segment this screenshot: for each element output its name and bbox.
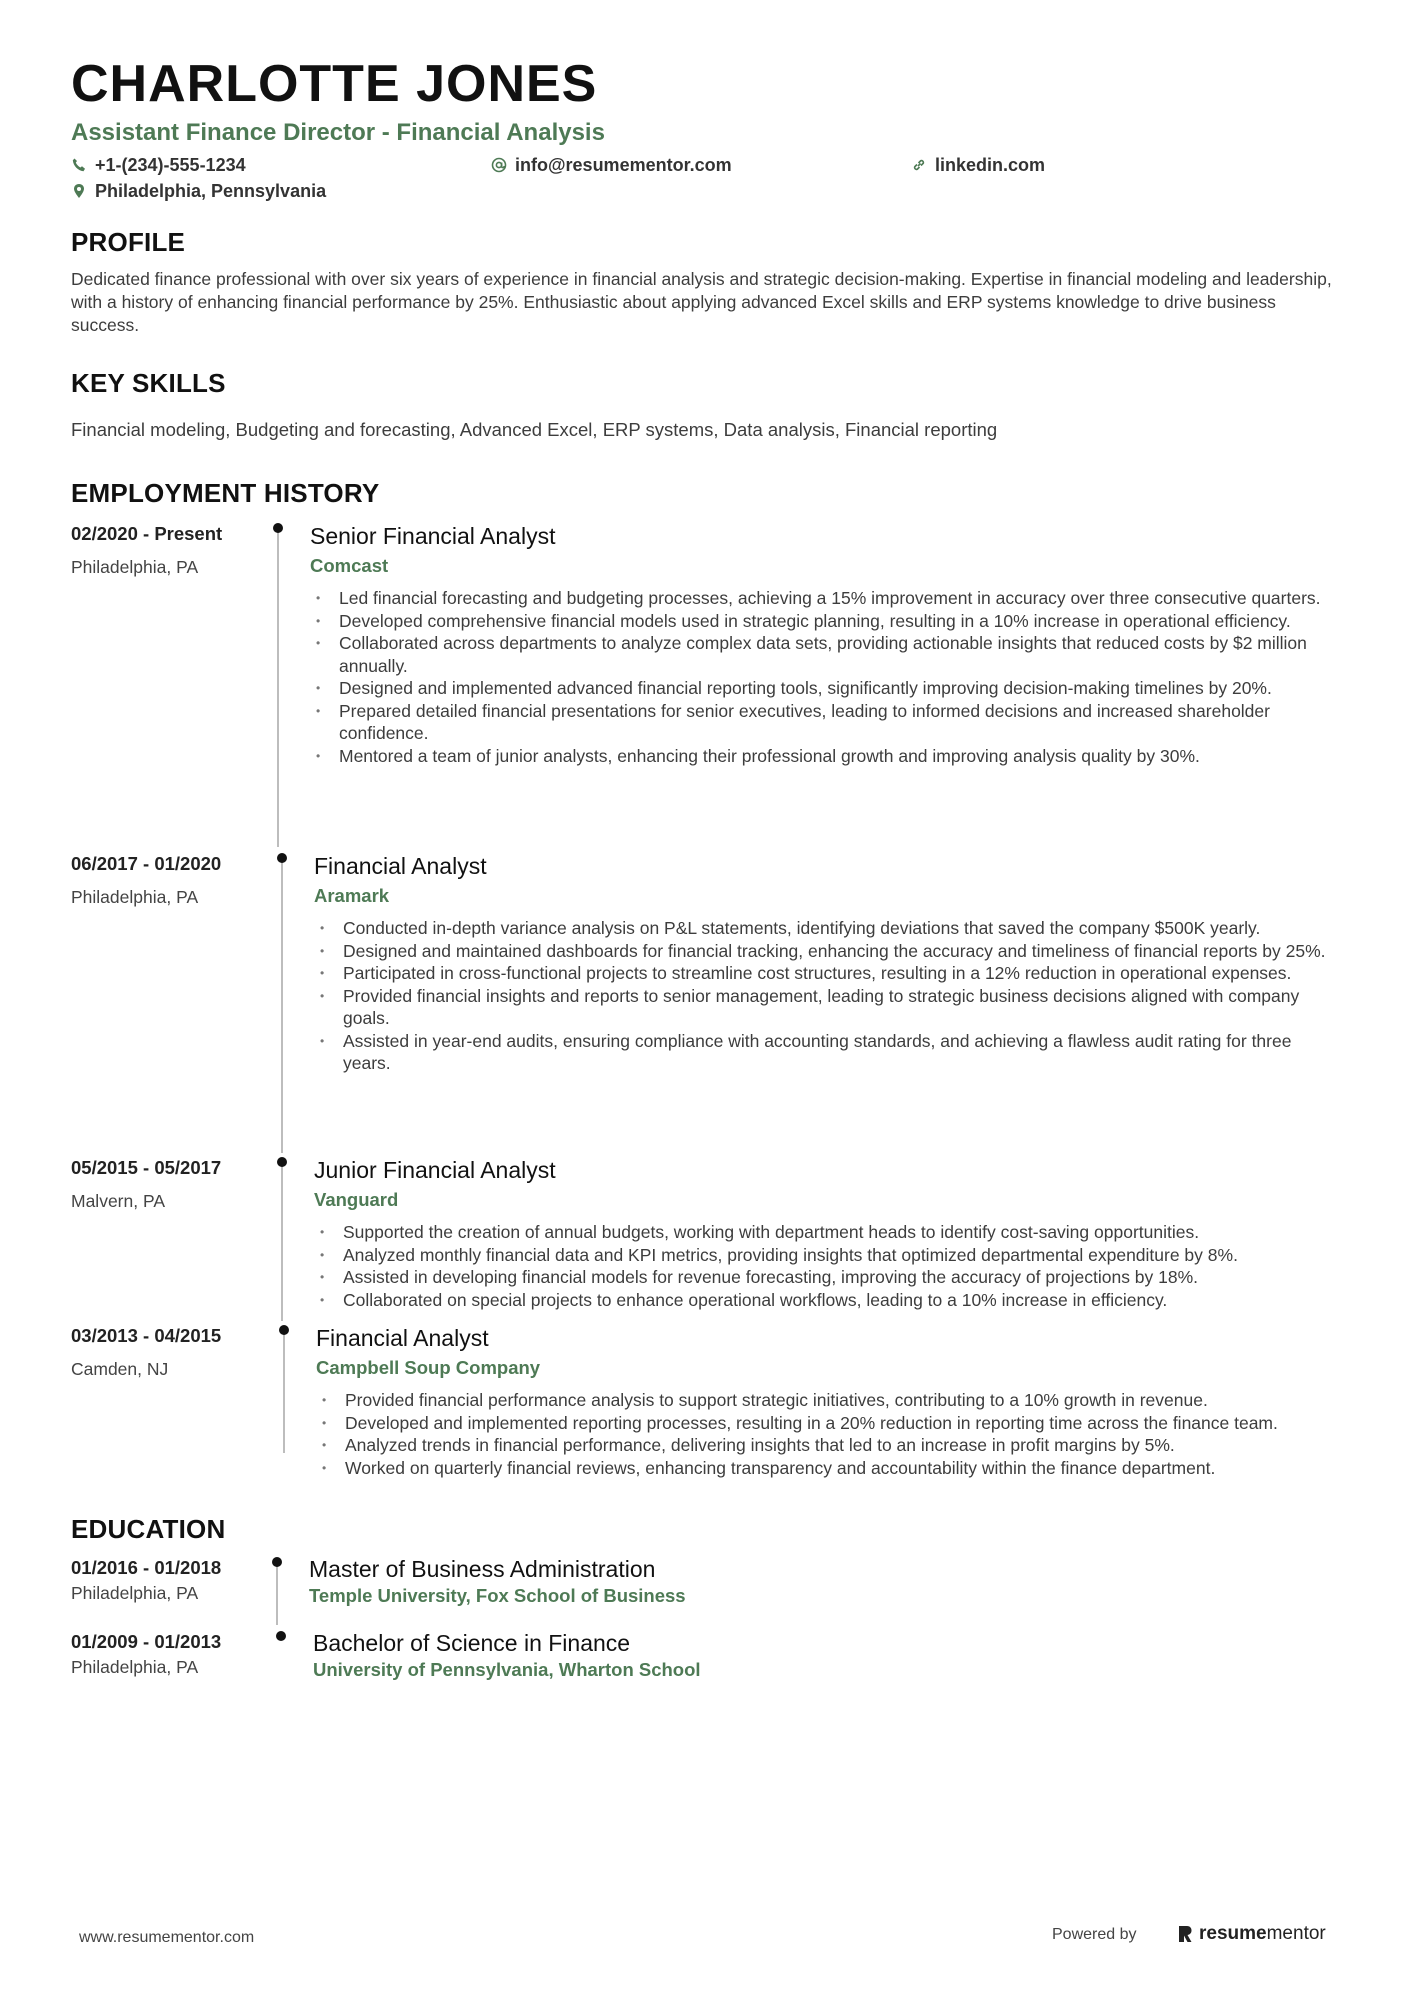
job-bullets — [316, 1389, 1340, 1479]
timeline-dot — [272, 1557, 282, 1567]
email-contact — [491, 155, 911, 176]
skills-heading: KEY SKILLS — [71, 368, 226, 398]
timeline-dot — [273, 523, 283, 533]
job-entry — [71, 1323, 1340, 1513]
profile-heading: PROFILE — [71, 227, 186, 257]
employment-section — [71, 477, 1340, 1513]
profile-text: Dedicated finance professional with over six years of experience in financial analysis and strategic decision-making. Expertise in financial modeling and leadership, with a history of enhancing financial performance by 25%. Enthusiastic about applying advanced Excel skills and ERP systems knowledge to drive business success. — [71, 269, 1332, 335]
list-item: • Supported the creation of annual budgets, working with department heads to identify cost-saving opportunities. — [314, 1221, 1340, 1244]
map-pin-icon — [71, 183, 87, 199]
education-date: 01/2016 - 01/2018 — [71, 1557, 222, 1578]
list-item: • Collaborated across departments to analyze complex data sets, providing actionable insights that reduced costs by $2 million annually. — [310, 632, 1340, 677]
linkedin-text[interactable]: linkedin.com — [935, 154, 1046, 175]
education-location: Philadelphia, PA — [71, 1583, 199, 1603]
list-item: • Assisted in year-end audits, ensuring compliance with accounting standards, and achieving a flawless audit rating for three years. — [314, 1030, 1340, 1075]
education-entry — [71, 1629, 1340, 1703]
job-location: Malvern, PA — [71, 1191, 166, 1211]
phone-contact — [71, 155, 491, 176]
job-date: 05/2015 - 05/2017 — [71, 1157, 222, 1178]
list-item: • Conducted in-depth variance analysis on P&L statements, identifying deviations that saved the company $500K yearly. — [314, 917, 1340, 940]
job-company: Vanguard — [314, 1189, 399, 1210]
phone-icon — [71, 157, 87, 173]
contact-row — [71, 152, 1340, 178]
timeline-line — [281, 1165, 283, 1321]
location-contact — [71, 181, 326, 202]
job-bullets — [314, 917, 1340, 1075]
phone-text[interactable]: +1-(234)-555-1234 — [95, 154, 246, 175]
job-location: Philadelphia, PA — [71, 557, 199, 577]
job-company: Comcast — [310, 555, 389, 576]
brand-name-light: mentor — [1266, 1923, 1326, 1944]
job-role: Senior Financial Analyst — [310, 523, 556, 549]
education-details — [281, 1555, 1340, 1629]
candidate-name: CHARLOTTE JONES — [71, 55, 598, 113]
job-details — [281, 851, 1340, 1155]
linkedin-contact — [911, 155, 1045, 176]
brand-logo[interactable] — [1177, 1923, 1326, 1945]
list-item: • Provided financial performance analysis to support strategic initiatives, contributing to a 10% growth in revenue. — [316, 1389, 1340, 1412]
education-date: 01/2009 - 01/2013 — [71, 1631, 222, 1652]
list-item: • Mentored a team of junior analysts, enhancing their professional growth and improving analysis quality by 30%. — [310, 745, 1340, 768]
job-date: 02/2020 - Present — [71, 523, 223, 544]
list-item: • Developed and implemented reporting processes, resulting in a 20% reduction in reporting time across the finance team. — [316, 1412, 1340, 1435]
job-meta — [71, 1155, 281, 1323]
timeline-line — [281, 861, 283, 1153]
timeline-dot — [277, 853, 287, 863]
education-section — [71, 1513, 1340, 1703]
job-meta — [71, 1323, 281, 1513]
job-details — [281, 1155, 1340, 1323]
job-date: 06/2017 - 01/2020 — [71, 853, 222, 874]
skills-section — [71, 367, 1340, 441]
job-role: Junior Financial Analyst — [314, 1157, 556, 1183]
education-location: Philadelphia, PA — [71, 1657, 199, 1677]
education-degree: Master of Business Administration — [309, 1556, 656, 1582]
education-meta — [71, 1555, 281, 1629]
list-item: • Analyzed monthly financial data and KPI metrics, providing insights that optimized departmental expenditure by 8%. — [314, 1244, 1340, 1267]
location-row — [71, 178, 1340, 204]
powered-by-text: Powered by — [1052, 1926, 1137, 1943]
list-item: • Developed comprehensive financial models used in strategic planning, resulting in a 10% increase in operational efficiency. — [310, 610, 1340, 633]
list-item: • Analyzed trends in financial performance, delivering insights that led to an increase in profit margins by 5%. — [316, 1434, 1340, 1457]
job-bullets — [310, 587, 1340, 767]
education-school: University of Pennsylvania, Wharton School — [313, 1659, 701, 1680]
job-title: Assistant Finance Director - Financial Analysis — [71, 119, 605, 146]
footer-website[interactable]: www.resumementor.com — [79, 1929, 255, 1946]
location-text: Philadelphia, Pennsylvania — [95, 180, 327, 201]
job-entry — [71, 521, 1340, 851]
education-entry — [71, 1555, 1340, 1629]
employment-heading: EMPLOYMENT HISTORY — [71, 478, 380, 508]
timeline-line — [276, 1565, 278, 1625]
email-text[interactable]: info@resumementor.com — [515, 154, 732, 175]
job-bullets — [314, 1221, 1340, 1311]
job-role: Financial Analyst — [314, 853, 487, 879]
timeline-line — [283, 1333, 285, 1453]
list-item: • Designed and implemented advanced financial reporting tools, significantly improving decision-making timelines by 20%. — [310, 677, 1340, 700]
skills-text: Financial modeling, Budgeting and forecasting, Advanced Excel, ERP systems, Data analysis, Financial reporting — [71, 419, 998, 440]
job-location: Philadelphia, PA — [71, 887, 199, 907]
education-details — [281, 1629, 1340, 1703]
brand-name-bold: resume — [1199, 1923, 1267, 1944]
brand-mark-icon — [1177, 1925, 1193, 1943]
timeline-dot — [277, 1157, 287, 1167]
at-icon — [491, 157, 507, 173]
timeline-line — [277, 531, 279, 847]
job-entry — [71, 851, 1340, 1155]
list-item: • Worked on quarterly financial reviews, enhancing transparency and accountability within the finance department. — [316, 1457, 1340, 1480]
job-entry — [71, 1155, 1340, 1323]
list-item: • Assisted in developing financial models for revenue forecasting, improving the accuracy of projections by 18%. — [314, 1266, 1340, 1289]
list-item: • Designed and maintained dashboards for financial tracking, enhancing the accuracy and timeliness of financial reports by 25%. — [314, 940, 1340, 963]
job-company: Campbell Soup Company — [316, 1357, 541, 1378]
timeline-dot — [279, 1325, 289, 1335]
list-item: • Led financial forecasting and budgeting processes, achieving a 15% improvement in accuracy over three consecutive quarters. — [310, 587, 1340, 610]
job-meta — [71, 851, 281, 1155]
job-details — [281, 1323, 1340, 1513]
education-meta — [71, 1629, 281, 1703]
profile-section — [71, 226, 1340, 337]
list-item: • Participated in cross-functional projects to streamline cost structures, resulting in a 12% reduction in operational expenses. — [314, 962, 1340, 985]
list-item: • Prepared detailed financial presentations for senior executives, leading to informed decisions and increased shareholder confidence. — [310, 700, 1340, 745]
link-icon — [911, 157, 927, 173]
job-date: 03/2013 - 04/2015 — [71, 1325, 222, 1346]
job-location: Camden, NJ — [71, 1359, 169, 1379]
job-company: Aramark — [314, 885, 390, 906]
list-item: • Provided financial insights and reports to senior management, leading to strategic business decisions aligned with company goals. — [314, 985, 1340, 1030]
education-heading: EDUCATION — [71, 1514, 226, 1544]
job-details — [281, 521, 1340, 851]
education-degree: Bachelor of Science in Finance — [313, 1630, 631, 1656]
job-role: Financial Analyst — [316, 1325, 489, 1351]
list-item: • Collaborated on special projects to enhance operational workflows, leading to a 10% increase in efficiency. — [314, 1289, 1340, 1312]
education-school: Temple University, Fox School of Business — [309, 1585, 686, 1606]
timeline-dot — [276, 1631, 286, 1641]
job-meta — [71, 521, 281, 851]
